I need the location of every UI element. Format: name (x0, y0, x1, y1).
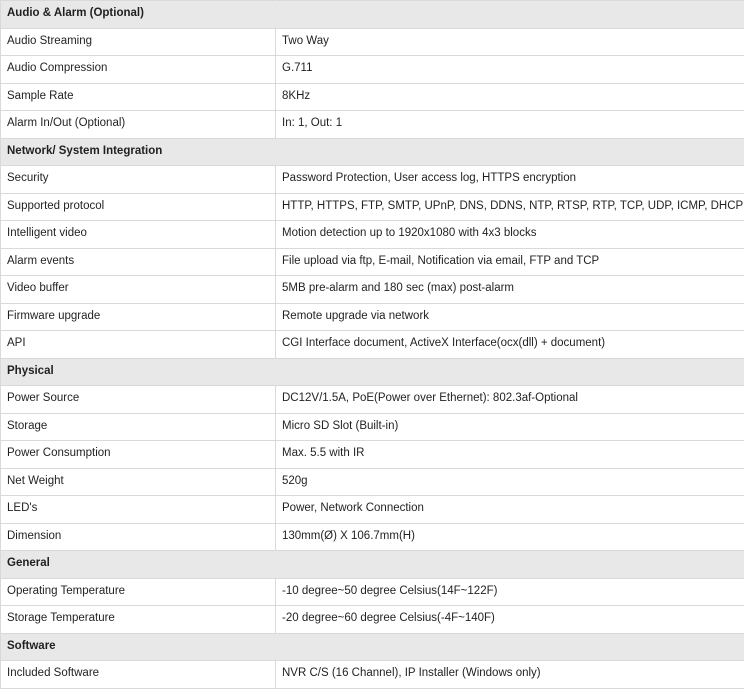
spec-label: API (1, 331, 276, 359)
spec-value: Max. 5.5 with IR (276, 441, 744, 469)
spec-label: Intelligent video (1, 221, 276, 249)
spec-label: Power Consumption (1, 441, 276, 469)
spec-value: Two Way (276, 28, 744, 56)
table-row (1, 56, 744, 84)
table-row (1, 496, 744, 524)
spec-value: 520g (276, 468, 744, 496)
spec-value: Motion detection up to 1920x1080 with 4x3 blocks (276, 221, 744, 249)
spec-label: Sample Rate (1, 83, 276, 111)
section-heading: Software (1, 633, 276, 661)
spec-value: In: 1, Out: 1 (276, 111, 744, 139)
spec-value: G.711 (276, 56, 744, 84)
section-header-row (1, 358, 744, 386)
table-row (1, 331, 744, 359)
table-row (1, 276, 744, 304)
section-heading: General (1, 551, 276, 579)
table-row (1, 221, 744, 249)
section-heading: Physical (1, 358, 276, 386)
spec-value: HTTP, HTTPS, FTP, SMTP, UPnP, DNS, DDNS, NTP, RTSP, RTP, TCP, UDP, ICMP, DHCP (276, 193, 744, 221)
section-heading-spacer (276, 358, 744, 386)
spec-label: Video buffer (1, 276, 276, 304)
table-row (1, 661, 744, 689)
spec-label: Alarm events (1, 248, 276, 276)
section-heading: Audio & Alarm (Optional) (1, 1, 276, 29)
table-row (1, 413, 744, 441)
spec-value: Password Protection, User access log, HTTPS encryption (276, 166, 744, 194)
spec-value: 8KHz (276, 83, 744, 111)
spec-label: Alarm In/Out (Optional) (1, 111, 276, 139)
section-heading-spacer (276, 1, 744, 29)
spec-label: Firmware upgrade (1, 303, 276, 331)
table-row (1, 468, 744, 496)
section-header-row (1, 1, 744, 29)
table-row (1, 441, 744, 469)
spec-value: Power, Network Connection (276, 496, 744, 524)
spec-label: Power Source (1, 386, 276, 414)
section-heading: Network/ System Integration (1, 138, 276, 166)
table-row (1, 523, 744, 551)
table-row (1, 28, 744, 56)
spec-value: 130mm(Ø) X 106.7mm(H) (276, 523, 744, 551)
spec-value: File upload via ftp, E-mail, Notification via email, FTP and TCP (276, 248, 744, 276)
spec-label: Included Software (1, 661, 276, 689)
spec-label: Operating Temperature (1, 578, 276, 606)
section-heading-spacer (276, 551, 744, 579)
spec-label: Net Weight (1, 468, 276, 496)
specification-table-body (1, 1, 744, 689)
table-row (1, 386, 744, 414)
table-row (1, 166, 744, 194)
section-header-row (1, 551, 744, 579)
spec-value: CGI Interface document, ActiveX Interface(ocx(dll) + document) (276, 331, 744, 359)
spec-value: DC12V/1.5A, PoE(Power over Ethernet): 802.3af-Optional (276, 386, 744, 414)
spec-value: Remote upgrade via network (276, 303, 744, 331)
spec-label: Storage (1, 413, 276, 441)
table-row (1, 111, 744, 139)
spec-label: Dimension (1, 523, 276, 551)
spec-label: Supported protocol (1, 193, 276, 221)
table-row (1, 303, 744, 331)
section-heading-spacer (276, 138, 744, 166)
spec-value: Micro SD Slot (Built-in) (276, 413, 744, 441)
table-row (1, 248, 744, 276)
section-header-row (1, 633, 744, 661)
table-row (1, 83, 744, 111)
spec-value: NVR C/S (16 Channel), IP Installer (Windows only) (276, 661, 744, 689)
section-header-row (1, 138, 744, 166)
section-heading-spacer (276, 633, 744, 661)
table-row (1, 606, 744, 634)
spec-label: LED's (1, 496, 276, 524)
table-row (1, 193, 744, 221)
spec-label: Audio Compression (1, 56, 276, 84)
spec-value: -10 degree~50 degree Celsius(14F~122F) (276, 578, 744, 606)
spec-label: Security (1, 166, 276, 194)
spec-value: 5MB pre-alarm and 180 sec (max) post-alarm (276, 276, 744, 304)
spec-label: Storage Temperature (1, 606, 276, 634)
spec-label: Audio Streaming (1, 28, 276, 56)
table-row (1, 578, 744, 606)
spec-value: -20 degree~60 degree Celsius(-4F~140F) (276, 606, 744, 634)
